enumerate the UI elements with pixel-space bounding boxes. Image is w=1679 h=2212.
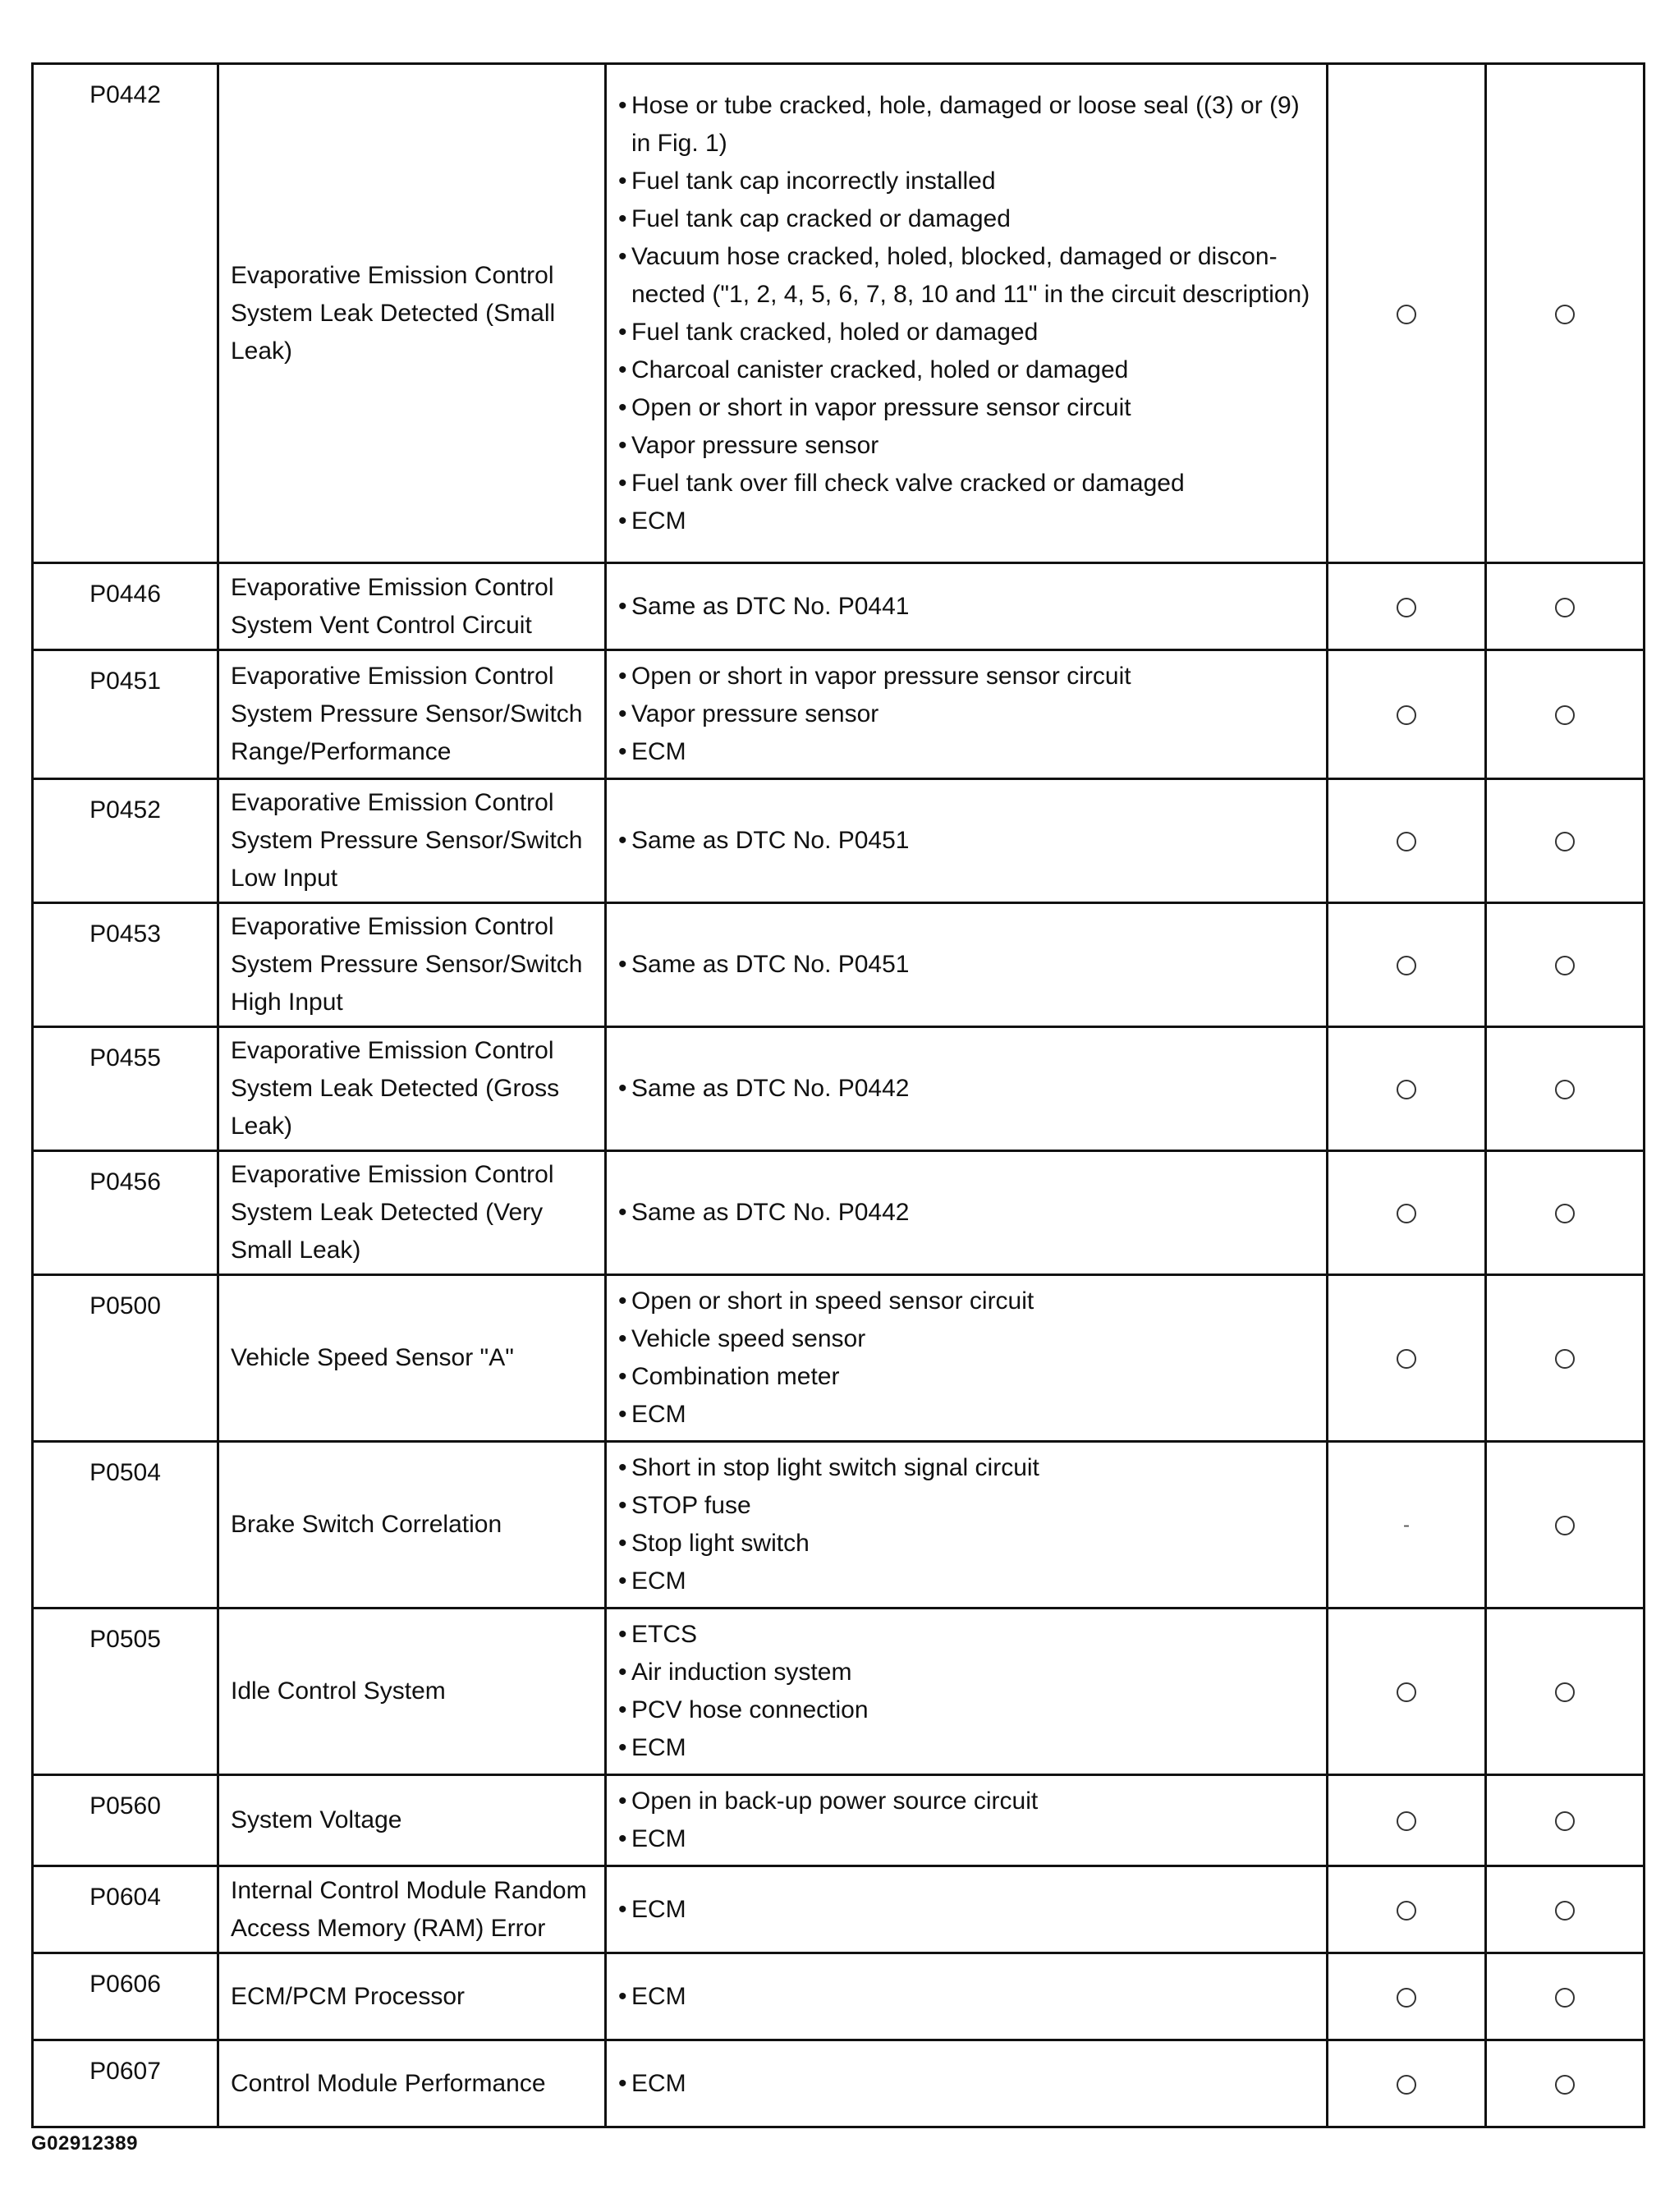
dtc-code-cell (33, 1866, 218, 1953)
trouble-area-item: • Vapor pressure sensor (617, 695, 1316, 733)
indicator-cell-1 (1328, 1775, 1486, 1866)
dtc-code-cell (33, 779, 218, 903)
trouble-area-list (617, 1070, 1316, 1108)
trouble-area-item: • Open or short in speed sensor circuit (617, 1283, 1316, 1320)
dtc-table-body (33, 64, 1645, 2127)
table-row (33, 1953, 1645, 2040)
trouble-area-item: • Short in stop light switch signal circuit (617, 1449, 1316, 1487)
circle-mark-icon (1397, 1901, 1416, 1921)
dtc-code: P0446 (89, 581, 161, 608)
circle-mark-icon (1397, 832, 1416, 851)
trouble-area-cell (606, 1275, 1328, 1442)
indicator-cell-1 (1328, 563, 1486, 650)
dtc-code: P0560 (89, 1792, 161, 1820)
indicator-cell-1 (1328, 1609, 1486, 1775)
detection-item: System Voltage (218, 1775, 606, 1866)
trouble-area-item: • PCV hose connection (617, 1691, 1316, 1729)
trouble-area-cell (606, 1953, 1328, 2040)
trouble-area-item: • Fuel tank over fill check valve cracked or damaged (617, 465, 1316, 503)
trouble-area-item: • ECM (617, 1820, 1316, 1858)
circle-mark-icon (1555, 305, 1575, 324)
table-row (33, 779, 1645, 903)
trouble-area-item: • Same as DTC No. P0451 (617, 946, 1316, 984)
circle-mark-icon (1397, 1811, 1416, 1831)
trouble-area-list (617, 1783, 1316, 1858)
indicator-cell-2 (1486, 1609, 1645, 1775)
trouble-area-item: • Open in back-up power source circuit (617, 1783, 1316, 1820)
table-row (33, 64, 1645, 563)
indicator-cell-1 (1328, 779, 1486, 903)
circle-mark-icon (1555, 1682, 1575, 1702)
trouble-area-list (617, 1283, 1316, 1434)
table-row (33, 1442, 1645, 1609)
table-row (33, 650, 1645, 779)
dtc-code: P0456 (89, 1168, 161, 1195)
circle-mark-icon (1555, 1988, 1575, 2008)
trouble-area-cell (606, 1151, 1328, 1275)
dtc-code: P0500 (89, 1292, 161, 1319)
detection-item: Idle Control System (218, 1609, 606, 1775)
detection-item: Evaporative Emission Control System Leak Detected (Gross Leak) (218, 1027, 606, 1151)
circle-mark-icon (1555, 1901, 1575, 1921)
trouble-area-item: • Stop light switch (617, 1525, 1316, 1563)
trouble-area-cell (606, 1442, 1328, 1609)
trouble-area-cell (606, 903, 1328, 1027)
trouble-area-item: • Hose or tube cracked, hole, damaged or loose seal ((3) or (9) in Fig. 1) (617, 87, 1316, 163)
detection-item: Evaporative Emission Control System Leak Detected (Very Small Leak) (218, 1151, 606, 1275)
trouble-area-list (617, 658, 1316, 771)
table-row (33, 1775, 1645, 1866)
trouble-area-list (617, 588, 1316, 626)
circle-mark-icon (1555, 1811, 1575, 1831)
circle-mark-icon (1397, 598, 1416, 617)
circle-mark-icon (1397, 956, 1416, 975)
trouble-area-item: • ECM (617, 1729, 1316, 1767)
indicator-cell-1 (1328, 1866, 1486, 1953)
circle-mark-icon (1555, 832, 1575, 851)
dtc-code: P0607 (89, 2058, 161, 2085)
dtc-table (31, 62, 1645, 2128)
table-row (33, 563, 1645, 650)
indicator-cell-2 (1486, 1442, 1645, 1609)
trouble-area-list (617, 1616, 1316, 1767)
trouble-area-list (617, 2065, 1316, 2103)
table-row (33, 1866, 1645, 1953)
detection-item: Evaporative Emission Control System Pressure Sensor/Switch Low Input (218, 779, 606, 903)
indicator-cell-2 (1486, 903, 1645, 1027)
table-row (33, 1151, 1645, 1275)
trouble-area-item: • ECM (617, 1978, 1316, 2016)
indicator-cell-1 (1328, 1151, 1486, 1275)
trouble-area-item: • Same as DTC No. P0442 (617, 1194, 1316, 1232)
trouble-area-list (617, 1194, 1316, 1232)
dtc-code-cell (33, 2040, 218, 2127)
dtc-code: P0606 (89, 1971, 161, 1998)
indicator-cell-1 (1328, 1442, 1486, 1609)
indicator-cell-1 (1328, 650, 1486, 779)
dtc-code: P0442 (89, 81, 161, 108)
trouble-area-item: • Same as DTC No. P0442 (617, 1070, 1316, 1108)
indicator-cell-1 (1328, 1275, 1486, 1442)
circle-mark-icon (1555, 1516, 1575, 1535)
table-row (33, 2040, 1645, 2127)
trouble-area-item: • Fuel tank cap cracked or damaged (617, 200, 1316, 238)
trouble-area-item: • Fuel tank cracked, holed or damaged (617, 314, 1316, 351)
trouble-area-item: • Vapor pressure sensor (617, 427, 1316, 465)
trouble-area-item: • STOP fuse (617, 1487, 1316, 1525)
circle-mark-icon (1397, 1349, 1416, 1369)
trouble-area-cell (606, 1775, 1328, 1866)
indicator-cell-2 (1486, 563, 1645, 650)
trouble-area-item: • ECM (617, 1396, 1316, 1434)
dtc-code-cell (33, 1151, 218, 1275)
dtc-code-cell (33, 1027, 218, 1151)
trouble-area-list (617, 1978, 1316, 2016)
detection-item: Vehicle Speed Sensor "A" (218, 1275, 606, 1442)
dtc-code-cell (33, 563, 218, 650)
circle-mark-icon (1397, 1080, 1416, 1099)
trouble-area-item: • ECM (617, 733, 1316, 771)
circle-mark-icon (1555, 2075, 1575, 2095)
table-row (33, 1027, 1645, 1151)
dtc-code-cell (33, 1609, 218, 1775)
table-row (33, 1275, 1645, 1442)
dtc-code-cell (33, 1953, 218, 2040)
trouble-area-item: • Same as DTC No. P0441 (617, 588, 1316, 626)
trouble-area-item: • ECM (617, 2065, 1316, 2103)
indicator-cell-1 (1328, 903, 1486, 1027)
trouble-area-cell (606, 1027, 1328, 1151)
dtc-code: P0451 (89, 668, 161, 695)
circle-mark-icon (1397, 2075, 1416, 2095)
detection-item: Internal Control Module Random Access Memory (RAM) Error (218, 1866, 606, 1953)
trouble-area-item: • Vacuum hose cracked, holed, blocked, damaged or discon-nected ("1, 2, 4, 5, 6, 7, 8, 10 and 11" in the circuit description) (617, 238, 1316, 314)
indicator-cell-2 (1486, 2040, 1645, 2127)
dash-mark: - (1403, 1513, 1410, 1536)
dtc-code-cell (33, 1775, 218, 1866)
trouble-area-list (617, 946, 1316, 984)
indicator-cell-2 (1486, 1953, 1645, 2040)
trouble-area-item: • Fuel tank cap incorrectly installed (617, 163, 1316, 200)
detection-item: ECM/PCM Processor (218, 1953, 606, 2040)
indicator-cell-2 (1486, 1151, 1645, 1275)
circle-mark-icon (1397, 1204, 1416, 1223)
dtc-code: P0504 (89, 1459, 161, 1486)
circle-mark-icon (1397, 1988, 1416, 2008)
trouble-area-cell (606, 1609, 1328, 1775)
indicator-cell-1 (1328, 64, 1486, 563)
circle-mark-icon (1555, 1349, 1575, 1369)
trouble-area-list (617, 822, 1316, 860)
trouble-area-cell (606, 779, 1328, 903)
dtc-code: P0453 (89, 920, 161, 948)
indicator-cell-2 (1486, 779, 1645, 903)
dtc-code: P0604 (89, 1884, 161, 1911)
trouble-area-item: • ECM (617, 1891, 1316, 1929)
circle-mark-icon (1555, 598, 1575, 617)
trouble-area-item: • Same as DTC No. P0451 (617, 822, 1316, 860)
trouble-area-cell (606, 1866, 1328, 1953)
trouble-area-list (617, 1449, 1316, 1600)
indicator-cell-1 (1328, 2040, 1486, 2127)
trouble-area-item: • Open or short in vapor pressure sensor circuit (617, 389, 1316, 427)
detection-item: Brake Switch Correlation (218, 1442, 606, 1609)
indicator-cell-2 (1486, 64, 1645, 563)
circle-mark-icon (1555, 1080, 1575, 1099)
trouble-area-item: • Vehicle speed sensor (617, 1320, 1316, 1358)
table-row (33, 903, 1645, 1027)
trouble-area-cell (606, 563, 1328, 650)
circle-mark-icon (1397, 705, 1416, 725)
circle-mark-icon (1555, 705, 1575, 725)
trouble-area-item: • Combination meter (617, 1358, 1316, 1396)
circle-mark-icon (1555, 956, 1575, 975)
trouble-area-list (617, 87, 1316, 540)
circle-mark-icon (1555, 1204, 1575, 1223)
dtc-code-cell (33, 64, 218, 563)
trouble-area-item: • ECM (617, 503, 1316, 540)
trouble-area-item: • ETCS (617, 1616, 1316, 1654)
trouble-area-cell (606, 64, 1328, 563)
dtc-code: P0452 (89, 796, 161, 824)
indicator-cell-1 (1328, 1027, 1486, 1151)
circle-mark-icon (1397, 305, 1416, 324)
detection-item: Evaporative Emission Control System Pressure Sensor/Switch Range/Performance (218, 650, 606, 779)
dtc-code-cell (33, 1442, 218, 1609)
detection-item: Evaporative Emission Control System Pressure Sensor/Switch High Input (218, 903, 606, 1027)
detection-item: Evaporative Emission Control System Leak Detected (Small Leak) (218, 64, 606, 563)
trouble-area-item: • ECM (617, 1563, 1316, 1600)
dtc-code-cell (33, 903, 218, 1027)
indicator-cell-2 (1486, 1866, 1645, 1953)
trouble-area-item: • Charcoal canister cracked, holed or damaged (617, 351, 1316, 389)
dtc-code-cell (33, 650, 218, 779)
figure-id: G02912389 (31, 2132, 138, 2155)
circle-mark-icon (1397, 1682, 1416, 1702)
trouble-area-list (617, 1891, 1316, 1929)
detection-item: Evaporative Emission Control System Vent Control Circuit (218, 563, 606, 650)
indicator-cell-2 (1486, 1775, 1645, 1866)
dtc-code-cell (33, 1275, 218, 1442)
dtc-code: P0455 (89, 1044, 161, 1072)
trouble-area-item: • Open or short in vapor pressure sensor circuit (617, 658, 1316, 695)
table-row (33, 1609, 1645, 1775)
indicator-cell-1 (1328, 1953, 1486, 2040)
trouble-area-cell (606, 650, 1328, 779)
detection-item: Control Module Performance (218, 2040, 606, 2127)
indicator-cell-2 (1486, 650, 1645, 779)
dtc-code: P0505 (89, 1626, 161, 1653)
indicator-cell-2 (1486, 1275, 1645, 1442)
trouble-area-item: • Air induction system (617, 1654, 1316, 1691)
indicator-cell-2 (1486, 1027, 1645, 1151)
trouble-area-cell (606, 2040, 1328, 2127)
